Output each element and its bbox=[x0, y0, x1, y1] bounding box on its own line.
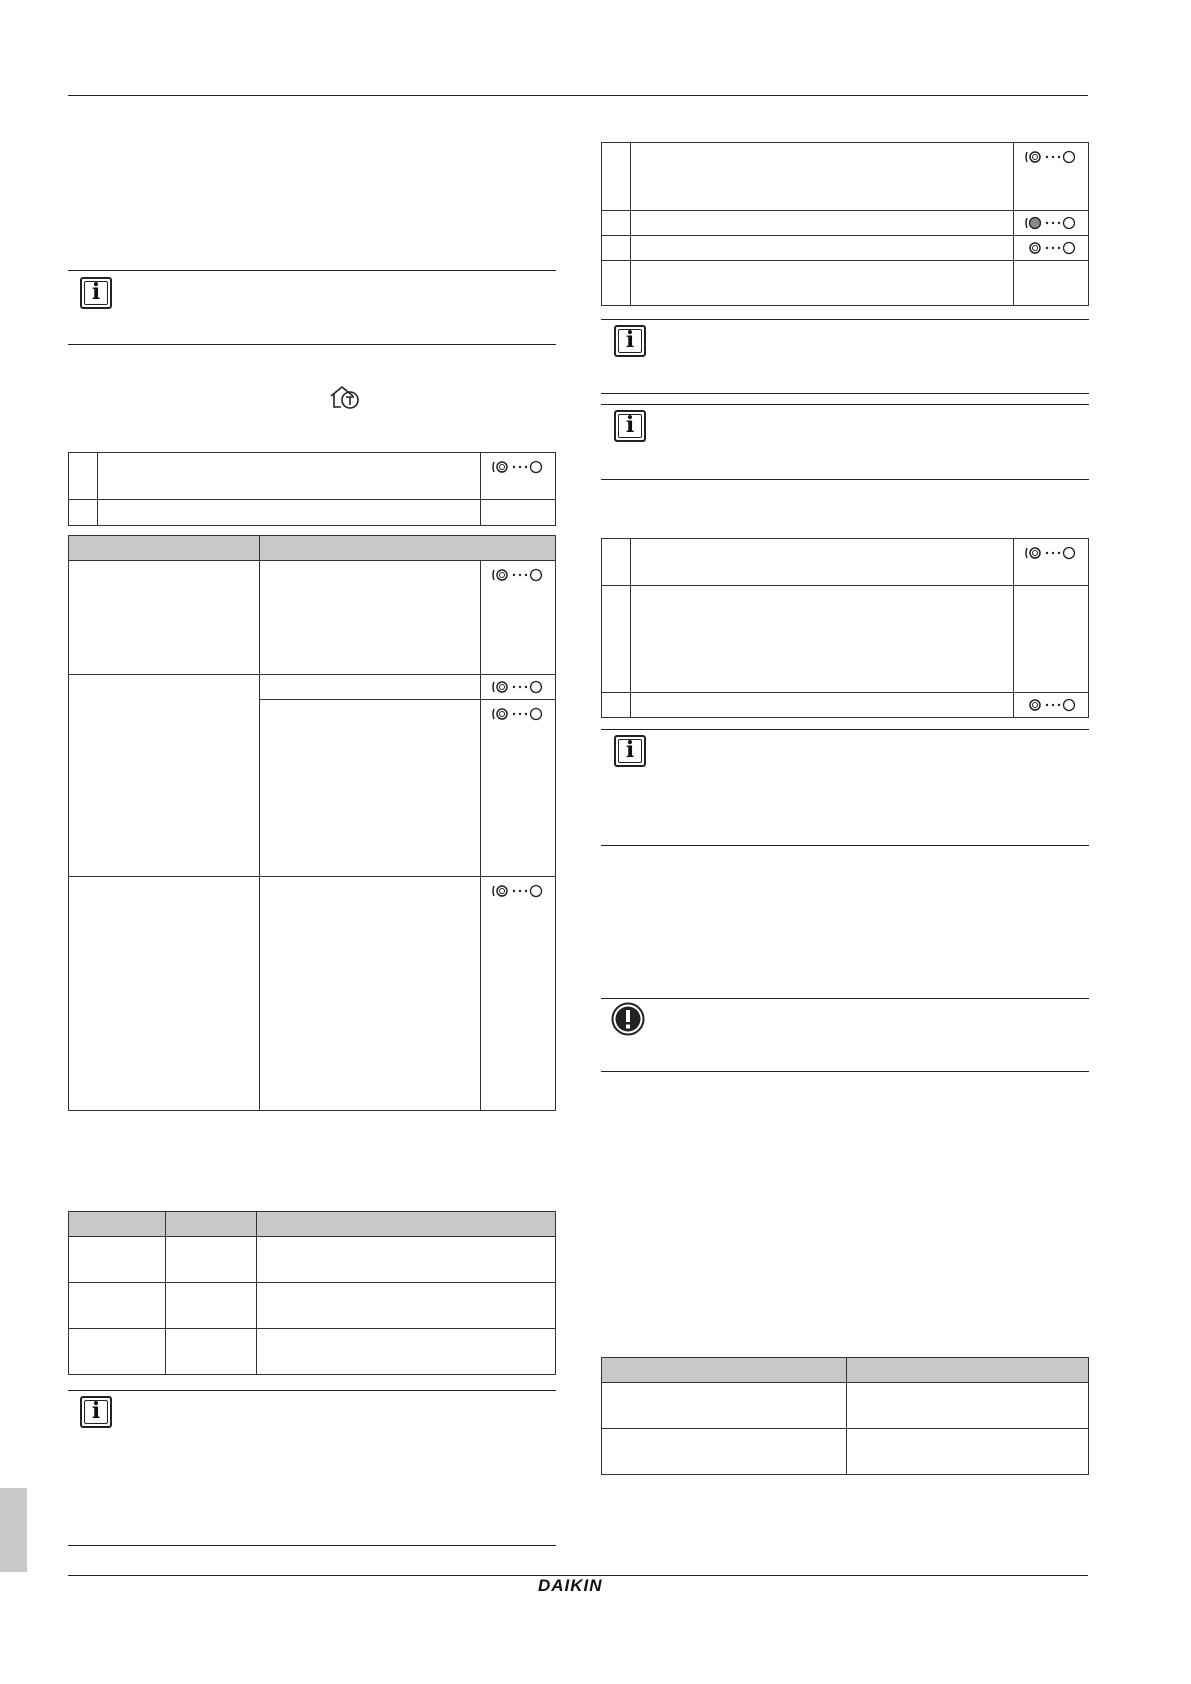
step-icon-cell bbox=[1014, 261, 1089, 306]
setting-name-cell bbox=[69, 561, 260, 675]
table-cell bbox=[847, 1383, 1089, 1429]
step-icon-cell bbox=[1014, 236, 1089, 261]
table-header-cell bbox=[260, 536, 556, 561]
warning-icon bbox=[611, 1002, 645, 1036]
setting-desc-cell bbox=[260, 700, 481, 877]
daikin-logo: DAIKIN bbox=[538, 1576, 603, 1595]
setting-icon-cell bbox=[481, 700, 556, 877]
table-cell bbox=[257, 1329, 556, 1375]
step-text-cell bbox=[631, 693, 1014, 718]
info-icon: i bbox=[614, 325, 646, 357]
indicator-pressed-icon bbox=[1024, 215, 1078, 231]
step-icon-cell bbox=[1014, 143, 1089, 211]
info-icon: i bbox=[614, 735, 646, 767]
indicator-icon bbox=[491, 679, 545, 695]
note-bottom-rule bbox=[68, 1545, 556, 1546]
note-bottom-rule bbox=[601, 393, 1089, 394]
step-icon-cell bbox=[1014, 693, 1089, 718]
setting-desc-cell bbox=[260, 675, 481, 700]
info-icon: i bbox=[80, 1396, 112, 1428]
step-text-cell bbox=[631, 236, 1014, 261]
indicator-turn-icon bbox=[1024, 240, 1078, 256]
indicator-icon bbox=[1024, 149, 1078, 165]
table-cell bbox=[69, 1237, 166, 1283]
step-text-cell bbox=[631, 539, 1014, 586]
step-icon-cell bbox=[1014, 211, 1089, 236]
table-header-cell bbox=[166, 1212, 257, 1237]
setting-icon-cell bbox=[481, 561, 556, 675]
step-text-cell bbox=[631, 143, 1014, 211]
table-cell bbox=[166, 1237, 257, 1283]
note-bottom-rule bbox=[601, 845, 1089, 846]
step-text-cell bbox=[631, 211, 1014, 236]
table-cell bbox=[257, 1283, 556, 1329]
note-top-rule bbox=[601, 319, 1089, 320]
step-icon-cell bbox=[1014, 586, 1089, 693]
table-cell bbox=[847, 1429, 1089, 1475]
step-text-cell bbox=[98, 453, 481, 500]
values-table bbox=[68, 1211, 556, 1375]
section-tab-marker bbox=[0, 1488, 27, 1572]
setting-icon-cell bbox=[481, 877, 556, 1111]
table-cell bbox=[602, 1383, 847, 1429]
warning-bottom-rule bbox=[601, 1071, 1089, 1072]
indicator-icon bbox=[491, 706, 545, 722]
step-icon-cell bbox=[481, 500, 556, 526]
table-header-cell bbox=[602, 1358, 847, 1383]
info-icon: i bbox=[80, 277, 112, 309]
steps-table-3 bbox=[601, 538, 1089, 718]
values-table-2 bbox=[601, 1357, 1089, 1475]
step-num-cell bbox=[602, 693, 631, 718]
note-bottom-rule bbox=[68, 344, 556, 345]
header-rule bbox=[68, 95, 1088, 96]
note-top-rule bbox=[68, 1390, 556, 1391]
step-num-cell bbox=[602, 586, 631, 693]
note-top-rule bbox=[601, 404, 1089, 405]
home-menu-icon bbox=[328, 384, 362, 410]
table-cell bbox=[69, 1329, 166, 1375]
setting-icon-cell bbox=[481, 675, 556, 700]
step-icon-cell bbox=[1014, 539, 1089, 586]
indicator-icon bbox=[491, 459, 545, 475]
step-num-cell bbox=[602, 261, 631, 306]
table-cell bbox=[257, 1237, 556, 1283]
setting-name-cell bbox=[69, 877, 260, 1111]
indicator-icon bbox=[1024, 545, 1078, 561]
note-bottom-rule bbox=[601, 479, 1089, 480]
step-num-cell bbox=[602, 143, 631, 211]
step-text-cell bbox=[631, 261, 1014, 306]
table-header-cell bbox=[847, 1358, 1089, 1383]
table-cell bbox=[602, 1429, 847, 1475]
setting-desc-cell bbox=[260, 561, 481, 675]
step-text-cell bbox=[98, 500, 481, 526]
step-num-cell bbox=[69, 500, 98, 526]
note-top-rule bbox=[68, 270, 556, 271]
step-text-cell bbox=[631, 586, 1014, 693]
step-num-cell bbox=[602, 211, 631, 236]
settings-table bbox=[68, 535, 556, 1111]
table-cell bbox=[166, 1283, 257, 1329]
table-header-cell bbox=[69, 536, 260, 561]
steps-table-2 bbox=[601, 142, 1089, 306]
table-cell bbox=[69, 1283, 166, 1329]
step-num-cell bbox=[602, 236, 631, 261]
table-header-cell bbox=[69, 1212, 166, 1237]
step-num-cell bbox=[69, 453, 98, 500]
warning-top-rule bbox=[601, 998, 1089, 999]
steps-table-1 bbox=[68, 452, 556, 526]
table-cell bbox=[166, 1329, 257, 1375]
indicator-turn-icon bbox=[1024, 697, 1078, 713]
setting-desc-cell bbox=[260, 877, 481, 1111]
table-header-cell bbox=[257, 1212, 556, 1237]
indicator-icon bbox=[491, 567, 545, 583]
step-icon-cell bbox=[481, 453, 556, 500]
note-top-rule bbox=[601, 729, 1089, 730]
indicator-icon bbox=[491, 883, 545, 899]
step-num-cell bbox=[602, 539, 631, 586]
setting-name-cell bbox=[69, 675, 260, 877]
info-icon: i bbox=[614, 410, 646, 442]
